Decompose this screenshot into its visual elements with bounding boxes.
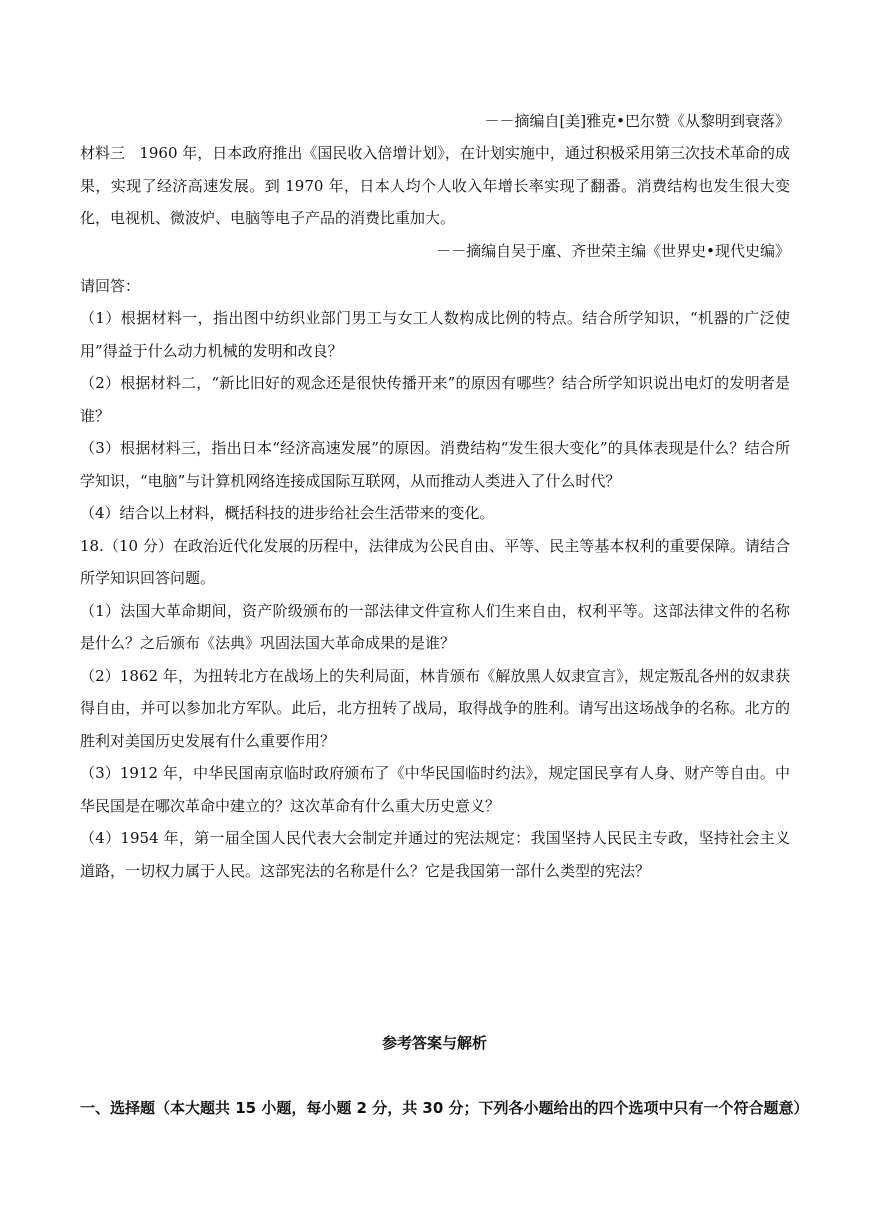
answers-title: 参考答案与解析: [381, 1034, 487, 1052]
q18-item-3: （3）1912 年，中华民国南京临时政府颁布了《中华民国临时约法》，规定国民享有人身、财产等自由。中华民国是在哪次革命中建立的？这次革命有什么重大历史意义？: [80, 764, 790, 815]
material3-source: －－摘编自吴于廑、齐世荣主编《世界史•现代史编》: [436, 241, 790, 260]
q18-item-2: （2）1862 年，为扭转北方在战场上的失利局面，林肯颁布《解放黑人奴隶宣言》，规定叛乱各州的奴隶获得自由，并可以参加北方军队。此后，北方扭转了战局，取得战争的胜利。请写出这场战争的名称。北方的胜利对美国历史发展有什么重要作用？: [80, 666, 790, 750]
q18-stem: 18.（10 分）在政治近代化发展的历程中，法律成为公民自由、平等、民主等基本权利的重要保障。请结合所学知识回答问题。: [80, 536, 790, 587]
section-one-heading: 一、选择题（本大题共 15 小题，每小题 2 分，共 30 分；下列各小题给出的四个选项中只有一个符合题意）: [80, 1099, 809, 1117]
material3-text: 1960 年，日本政府推出《国民收入倍增计划》，在计划实施中，通过积极采用第三次技术革命的成果，实现了经济高速发展。到 1970 年，日本人均个人收入年增长率实现了翻番。消费结构也发生很大变化，电视机、微波炉、电脑等电子产品的消费比重加大。: [80, 144, 790, 227]
material2-source: －－摘编自[美]雅克•巴尔赞《从黎明到衰落》: [484, 112, 790, 130]
q17-item-3: （3）根据材料三，指出日本“经济高速发展”的原因。消费结构“发生很大变化”的具体表现是什么？结合所学知识，“电脑”与计算机网络连接成国际互联网，从而推动人类进入了什么时代？: [80, 439, 790, 490]
q18-item-1: （1）法国大革命期间，资产阶级颁布的一部法律文件宣称人们生来自由，权利平等。这部法律文件的名称是什么？之后颁布《法典》巩固法国大革命成果的是谁？: [80, 601, 790, 652]
q17-item-4: （4）结合以上材料，概括科技的进步给社会生活带来的变化。: [80, 504, 495, 522]
material3-label: 材料三: [80, 144, 126, 162]
material3-paragraph: [80, 137, 790, 235]
q18-item-4: （4）1954 年，第一届全国人民代表大会制定并通过的宪法规定：我国坚持人民民主专政，坚持社会主义道路，一切权力属于人民。这部宪法的名称是什么？它是我国第一部什么类型的宪法？: [80, 829, 790, 880]
q17-prompt: 请回答：: [80, 276, 141, 295]
exam-page: [80, 108, 790, 887]
q17-item-1: （1）根据材料一，指出图中纺织业部门男工与女工人数构成比例的特点。结合所学知识，“机器的广泛使用”得益于什么动力机械的发明和改良？: [80, 309, 790, 360]
q17-item-2: （2）根据材料二，“新比旧好的观念还是很快传播开来”的原因有哪些？结合所学知识说出电灯的发明者是谁？: [80, 374, 790, 425]
